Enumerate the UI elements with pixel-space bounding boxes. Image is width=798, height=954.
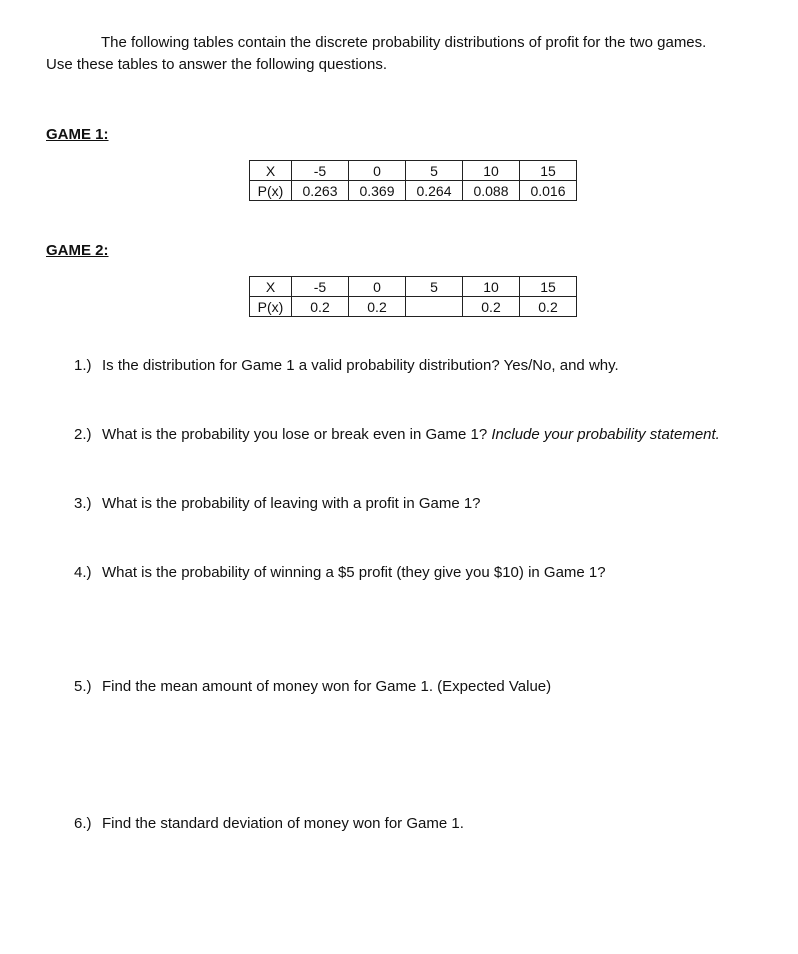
p-value: 0.2 (292, 297, 349, 317)
x-header: X (250, 277, 292, 297)
question-text: Is the distribution for Game 1 a valid probability distribution? Yes/No, and why. (102, 357, 619, 374)
p-value: 0.263 (292, 181, 349, 201)
question-4 (74, 563, 606, 583)
question-text: What is the probability you lose or break even in Game 1? (102, 426, 492, 443)
question-6 (74, 814, 464, 834)
question-number: 3.) (74, 495, 92, 512)
x-value: 10 (463, 161, 520, 181)
x-value: -5 (292, 277, 349, 297)
question-5 (74, 677, 551, 697)
intro-line-1: The following tables contain the discrete probability distributions of profit for the two games. (101, 34, 707, 51)
question-number: 6.) (74, 815, 92, 832)
question-number: 5.) (74, 678, 92, 695)
question-number: 4.) (74, 564, 92, 581)
question-text: What is the probability of winning a $5 profit (they give you $10) in Game 1? (102, 564, 606, 581)
p-value: 0.2 (349, 297, 406, 317)
game-2-x-row (250, 277, 577, 297)
question-number: 1.) (74, 357, 92, 374)
p-header: P(x) (250, 181, 292, 201)
x-value: 5 (406, 161, 463, 181)
game-2-label: GAME 2: (46, 242, 109, 259)
p-value: 0.2 (520, 297, 577, 317)
game-1-table (249, 160, 577, 201)
question-text: Find the standard deviation of money won for Game 1. (102, 815, 464, 832)
question-italic-note: Include your probability statement. (491, 426, 720, 443)
question-1 (74, 356, 619, 376)
p-value: 0.016 (520, 181, 577, 201)
question-3 (74, 494, 481, 514)
x-header: X (250, 161, 292, 181)
x-value: 15 (520, 161, 577, 181)
p-value (406, 297, 463, 317)
game-2-table (249, 276, 577, 317)
question-text: What is the probability of leaving with a profit in Game 1? (102, 495, 481, 512)
p-header: P(x) (250, 297, 292, 317)
x-value: 0 (349, 161, 406, 181)
x-value: 0 (349, 277, 406, 297)
x-value: -5 (292, 161, 349, 181)
game-1-p-row (250, 181, 577, 201)
x-value: 10 (463, 277, 520, 297)
game-1-label: GAME 1: (46, 126, 109, 143)
question-number: 2.) (74, 426, 92, 443)
x-value: 15 (520, 277, 577, 297)
intro-line-2: Use these tables to answer the following questions. (46, 56, 388, 73)
p-value: 0.088 (463, 181, 520, 201)
p-value: 0.369 (349, 181, 406, 201)
p-value: 0.2 (463, 297, 520, 317)
question-2 (74, 425, 720, 445)
game-1-x-row (250, 161, 577, 181)
question-text: Find the mean amount of money won for Game 1. (Expected Value) (102, 678, 552, 695)
intro-paragraph (46, 32, 776, 76)
x-value: 5 (406, 277, 463, 297)
game-2-p-row (250, 297, 577, 317)
p-value: 0.264 (406, 181, 463, 201)
